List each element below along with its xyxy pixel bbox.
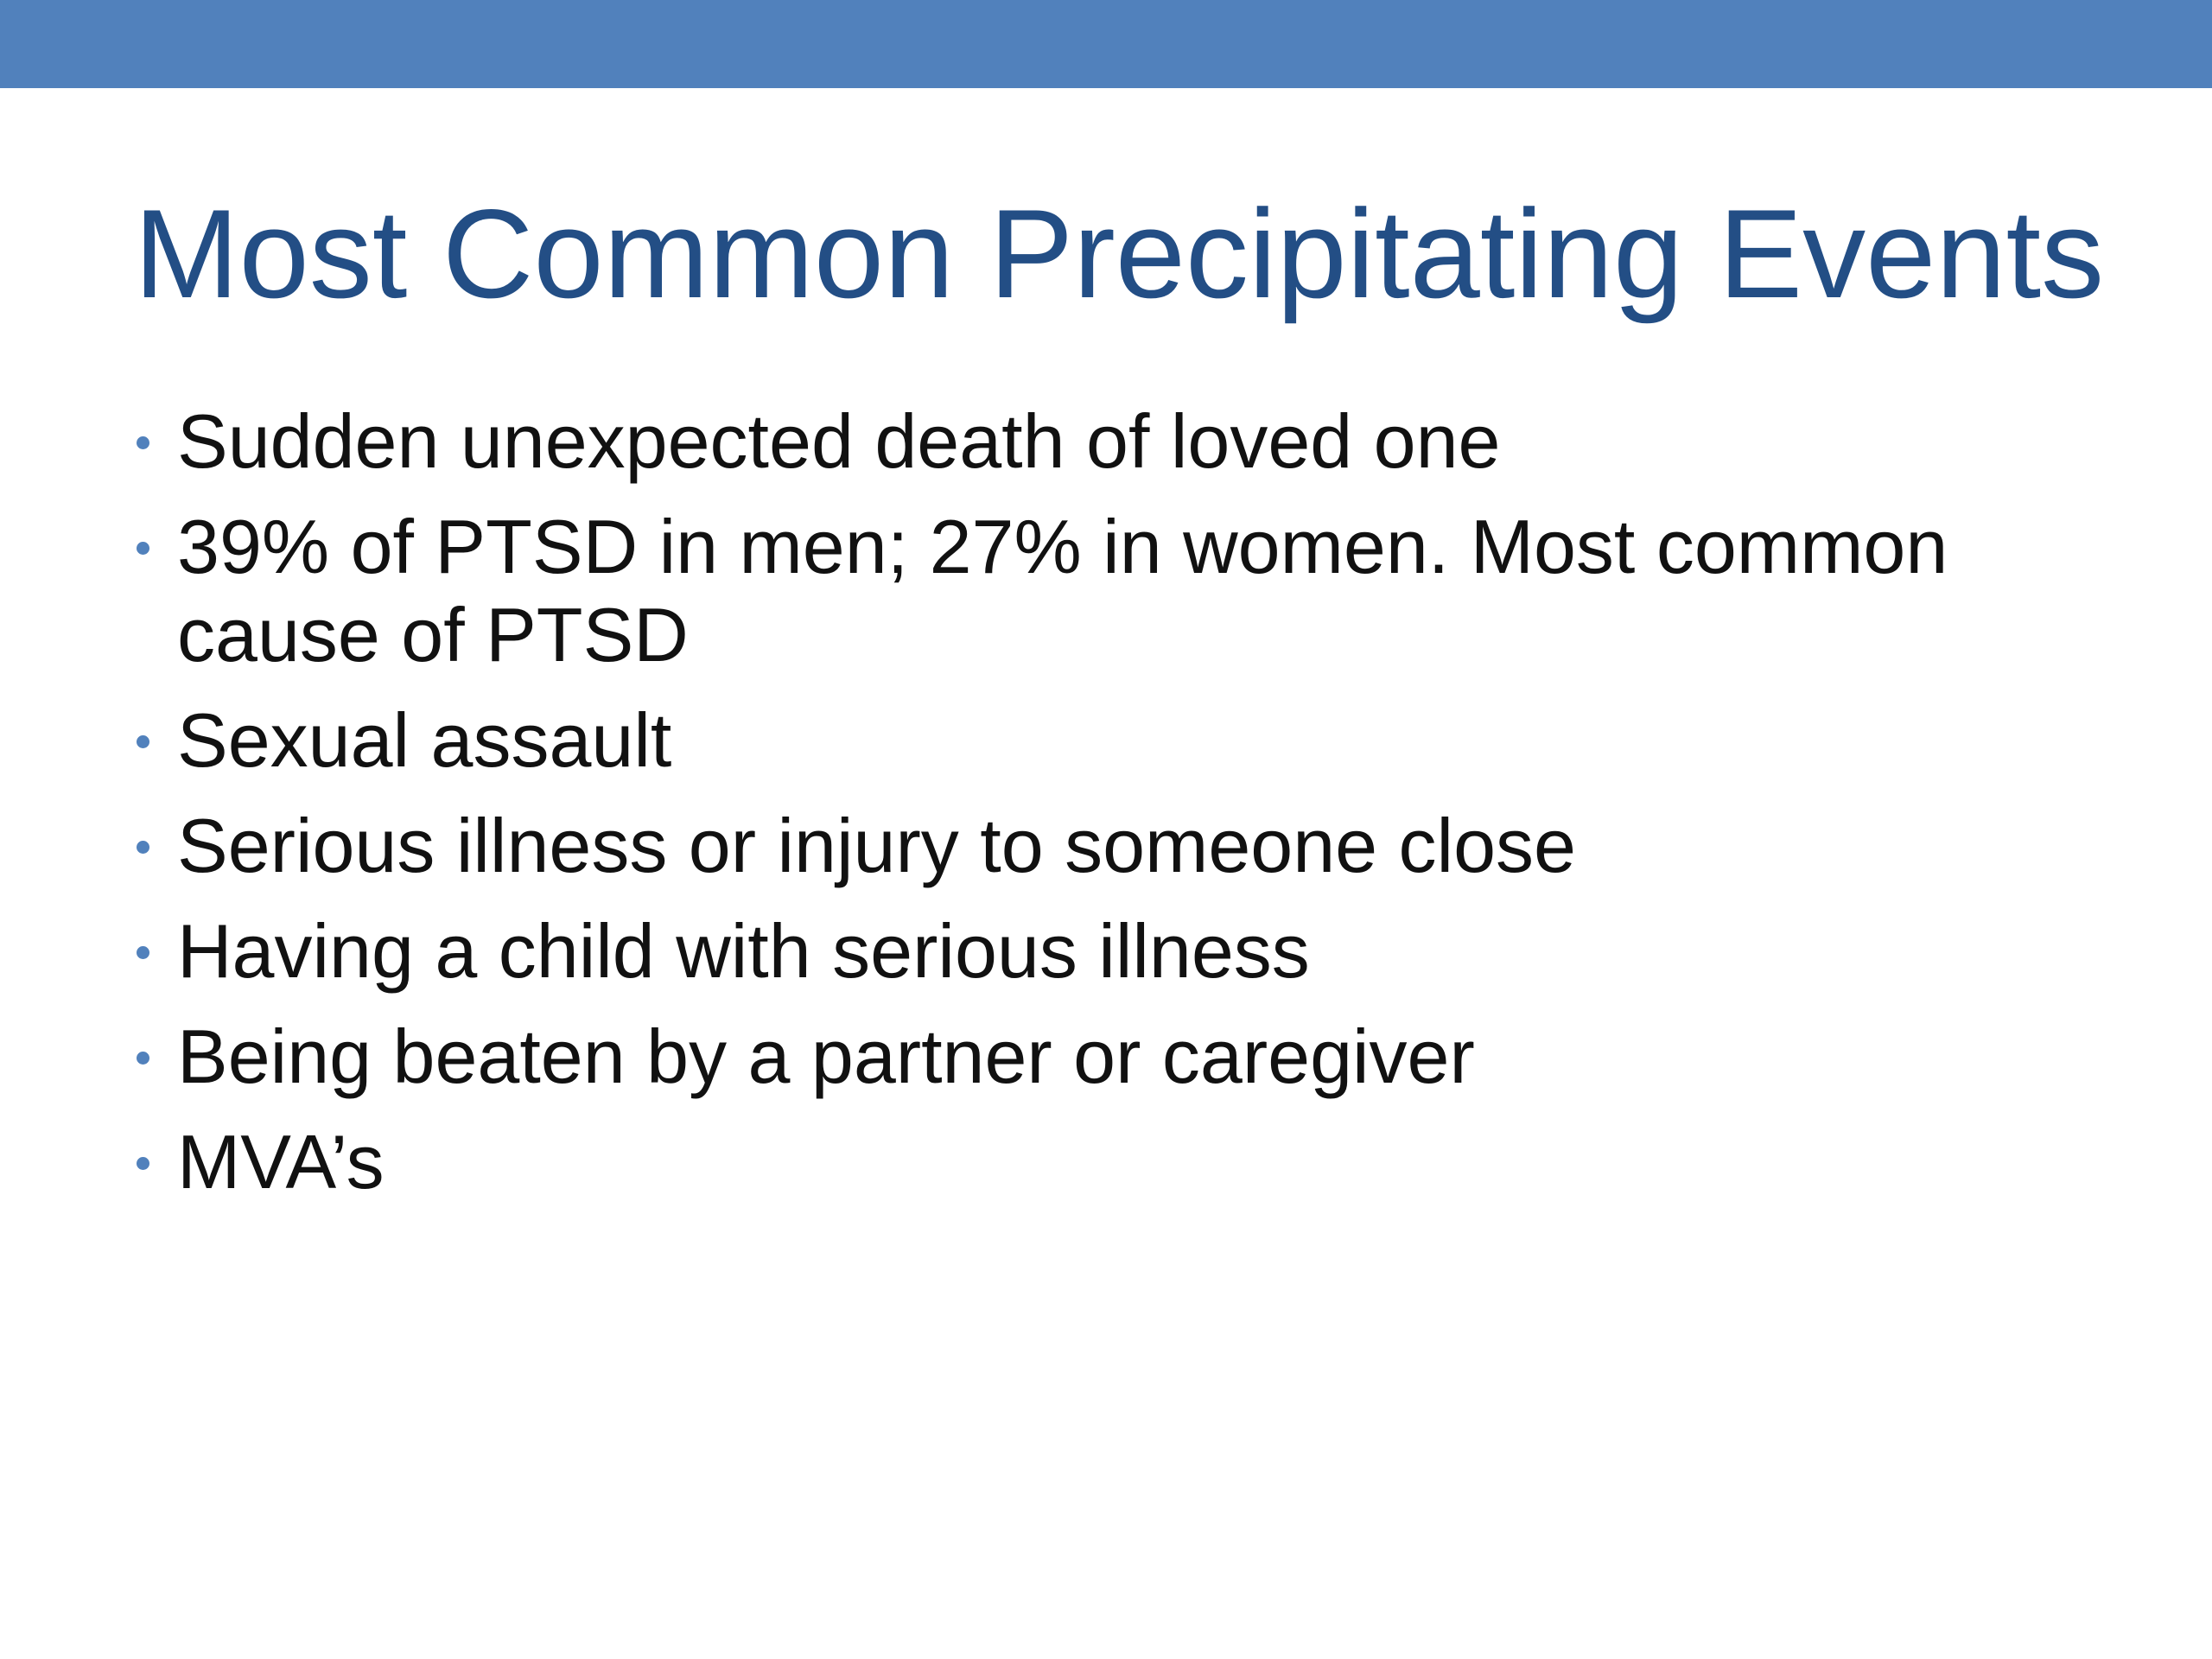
bullet-item xyxy=(130,397,2117,486)
bullet-dot-icon xyxy=(137,946,149,959)
bullet-dot-icon xyxy=(137,841,149,854)
bullet-text: Sudden unexpected death of loved one xyxy=(177,398,1501,484)
slide-title: Most Common Precipitating Events xyxy=(134,183,2105,324)
bullet-item xyxy=(130,503,2117,679)
bullet-list xyxy=(130,397,2117,1224)
bullet-dot-icon xyxy=(137,1157,149,1170)
bullet-item xyxy=(130,802,2117,890)
bullet-text: Serious illness or injury to someone close xyxy=(177,803,1576,888)
bullet-dot-icon xyxy=(137,1052,149,1065)
bullet-dot-icon xyxy=(137,436,149,449)
bullet-item xyxy=(130,907,2117,995)
bullet-text: Sexual assault xyxy=(177,697,672,783)
bullet-item xyxy=(130,1118,2117,1206)
bullet-dot-icon xyxy=(137,542,149,555)
bullet-text: MVA’s xyxy=(177,1119,385,1205)
slide-header-bar xyxy=(0,0,2212,88)
bullet-text: 39% of PTSD in men; 27% in women. Most common cause of PTSD xyxy=(177,504,1948,677)
bullet-item xyxy=(130,696,2117,785)
bullet-text: Having a child with serious illness xyxy=(177,908,1310,994)
bullet-text: Being beaten by a partner or caregiver xyxy=(177,1014,1475,1099)
bullet-dot-icon xyxy=(137,735,149,748)
bullet-item xyxy=(130,1013,2117,1101)
